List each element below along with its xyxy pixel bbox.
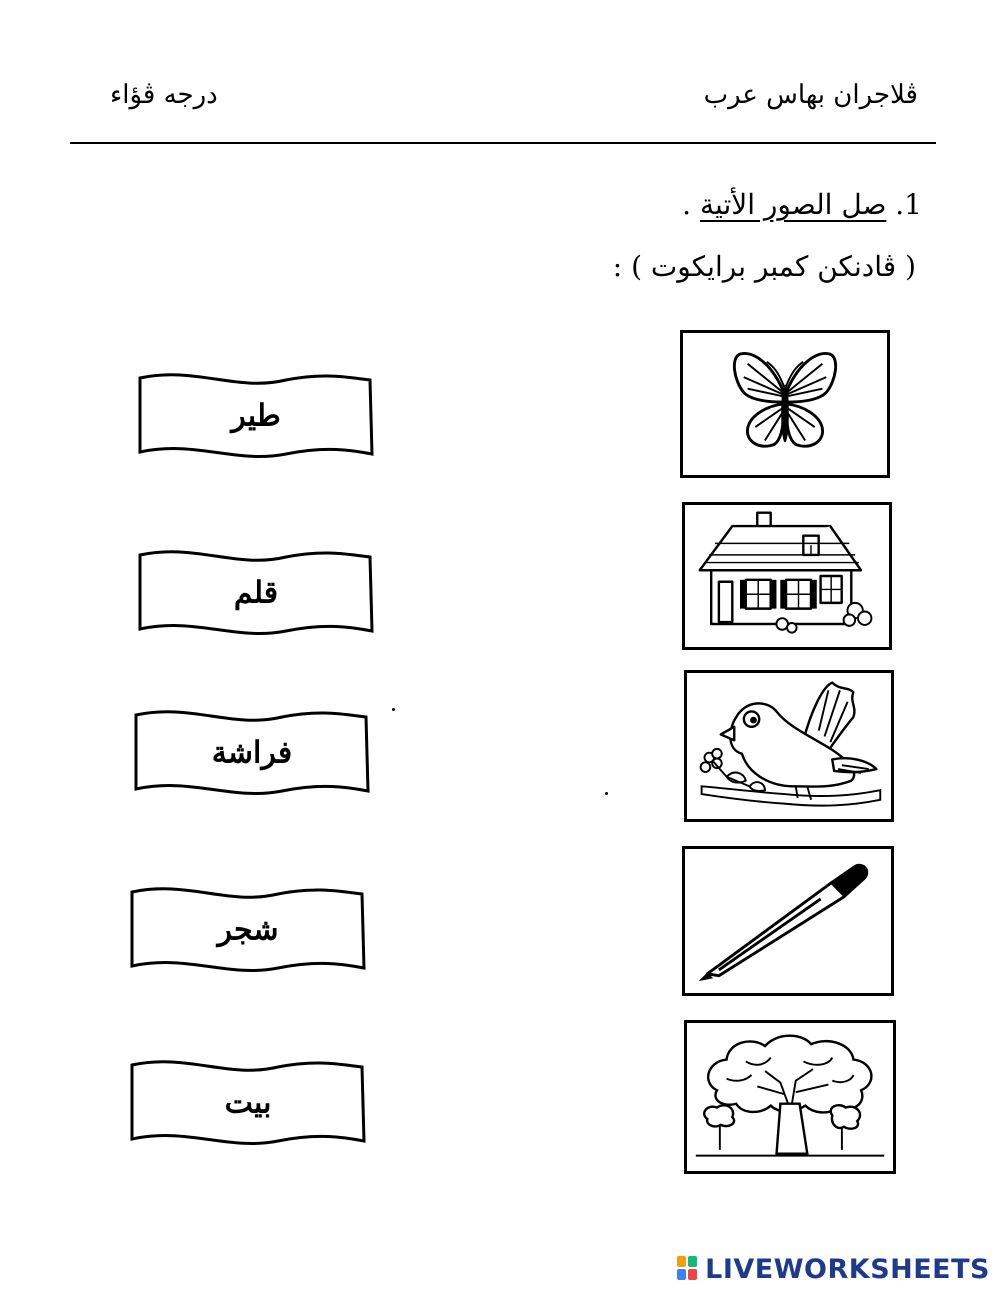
picture-box-house[interactable] <box>682 502 892 650</box>
picture-box-bird[interactable] <box>684 670 894 822</box>
word-card-5[interactable] <box>128 1057 368 1149</box>
word-label: قلم <box>233 575 279 611</box>
bird-icon <box>687 673 891 819</box>
question-end: . <box>682 188 700 221</box>
pen-icon <box>685 849 891 993</box>
header-divider <box>70 142 936 144</box>
question-heading <box>682 188 922 221</box>
grade-label: درجه ڤؤاء <box>110 80 218 110</box>
subject-title: ڤلاجران بهاس عرب <box>703 80 918 110</box>
picture-box-butterfly[interactable] <box>680 330 890 478</box>
house-icon <box>685 505 889 647</box>
logo-mark-square <box>677 1256 686 1267</box>
word-label: شجر <box>217 912 279 948</box>
word-card-2[interactable] <box>136 547 376 639</box>
tree-icon <box>687 1023 893 1171</box>
logo-mark-square <box>688 1269 697 1280</box>
picture-box-tree[interactable] <box>684 1020 896 1174</box>
liveworksheets-logo <box>677 1254 990 1284</box>
logo-text: LIVEWORKSHEETS <box>705 1253 990 1285</box>
word-card-1[interactable] <box>136 370 376 462</box>
word-card-3[interactable] <box>132 707 372 799</box>
word-label: طير <box>231 398 281 434</box>
stray-mark <box>605 792 608 795</box>
question-hint: ( ڤادنكن كمبر برايكوت ) : <box>612 250 916 283</box>
question-number: 1. <box>895 188 922 221</box>
word-card-4[interactable] <box>128 884 368 976</box>
word-label: بيت <box>224 1085 272 1121</box>
butterfly-icon <box>683 333 887 475</box>
logo-mark-square <box>677 1269 686 1280</box>
picture-box-pen[interactable] <box>682 846 894 996</box>
logo-mark-square <box>688 1256 697 1267</box>
stray-mark <box>392 708 395 711</box>
word-label: فراشة <box>211 735 293 771</box>
logo-mark-icon <box>677 1256 699 1282</box>
question-text: صل الصور الأتية <box>699 188 887 221</box>
